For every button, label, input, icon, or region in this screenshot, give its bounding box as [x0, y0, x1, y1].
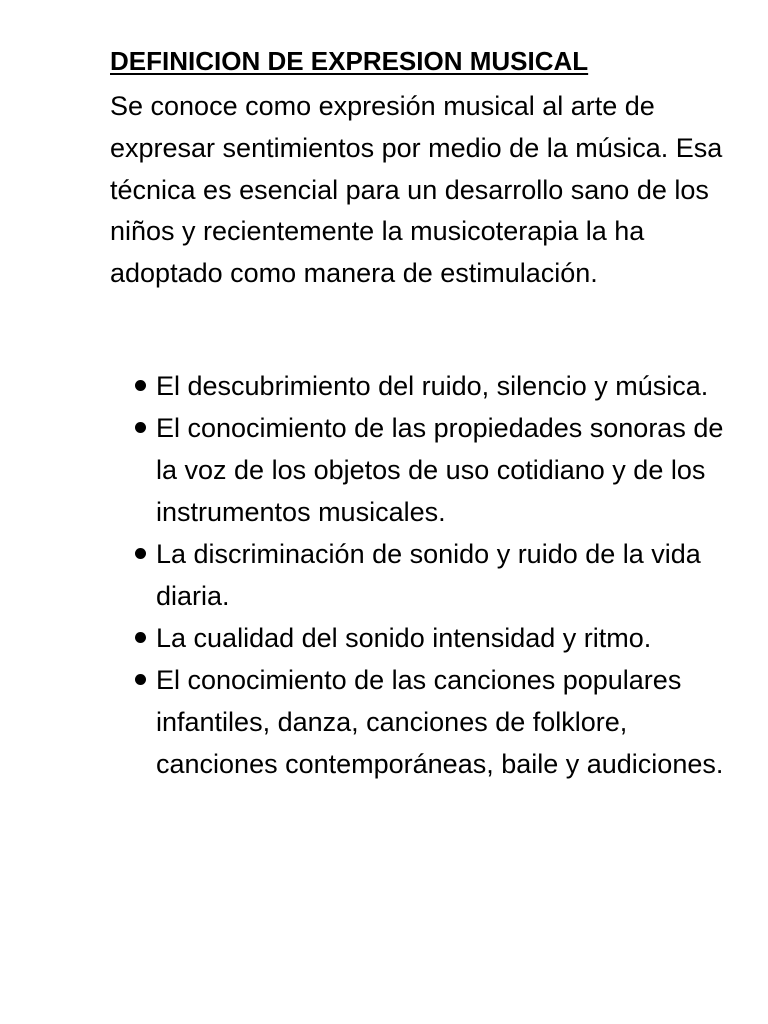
bullet-text: La cualidad del sonido intensidad y ritmo. — [156, 622, 652, 653]
bullet-icon — [135, 548, 146, 559]
document-title: DEFINICION DE EXPRESION MUSICAL — [110, 46, 589, 76]
bullet-text: El conocimiento de las canciones populares infantiles, danza, canciones de folklore, canciones contemporáneas, baile y audiciones. — [156, 664, 724, 779]
bullet-text: El conocimiento de las propiedades sonoras de la voz de los objetos de uso cotidiano y de los instrumentos musicales. — [156, 412, 724, 527]
bullet-item — [110, 407, 730, 533]
bullet-text: El descubrimiento del ruido, silencio y música. — [156, 370, 709, 401]
bullet-icon — [135, 380, 146, 391]
bullet-item — [110, 659, 730, 785]
bullet-icon — [135, 422, 146, 433]
bullet-list — [110, 365, 730, 785]
bullet-item — [110, 617, 730, 659]
bullet-item — [110, 533, 730, 617]
bullet-item — [110, 365, 730, 407]
document-page — [110, 42, 730, 785]
bullet-icon — [135, 632, 146, 643]
bullet-icon — [135, 674, 146, 685]
definition-paragraph: Se conoce como expresión musical al arte de expresar sentimientos por medio de la música. Esa técnica es esencial para un desarrollo sano de los niños y recientemente la musicoterapia la ha adoptado como manera de estimulación. — [110, 91, 723, 289]
bullet-text: La discriminación de sonido y ruido de la vida diaria. — [156, 538, 701, 611]
